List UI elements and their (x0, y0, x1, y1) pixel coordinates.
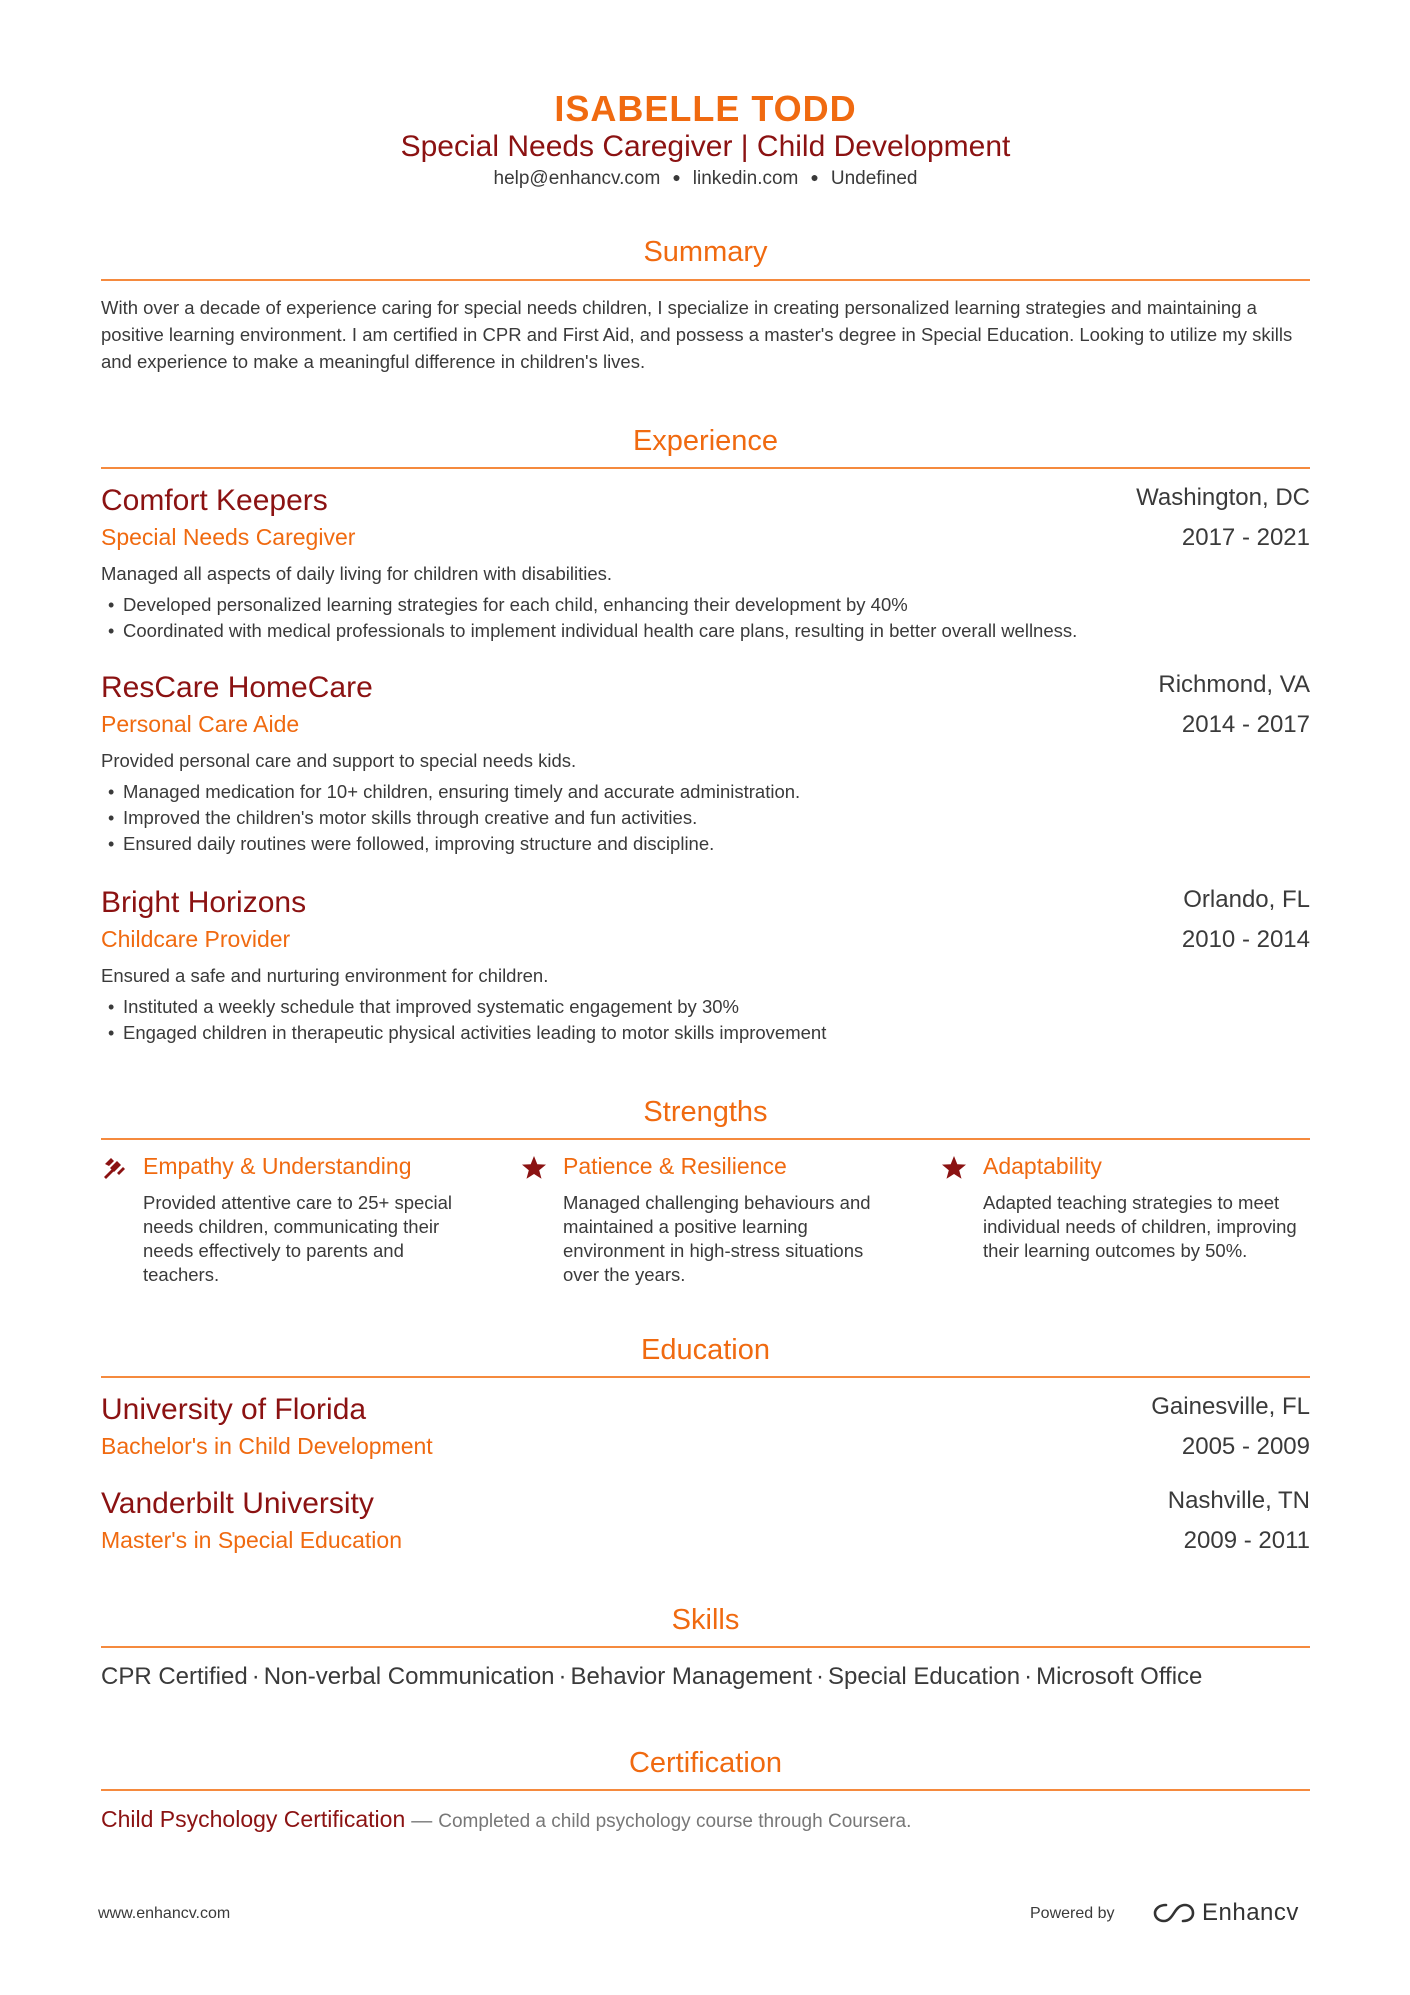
experience-company: ResCare HomeCare (101, 671, 373, 704)
education-dates: 2009 - 2011 (1183, 1527, 1310, 1554)
education-location: Nashville, TN (1167, 1487, 1310, 1514)
skill-item: Special Education (828, 1663, 1021, 1690)
experience-dates: 2017 - 2021 (1181, 524, 1310, 551)
experience-location: Orlando, FL (1183, 886, 1310, 913)
summary-text: With over a decade of experience caring for special needs children, I specialize in creating personalized learning strategies and maintaining a positive learning environment. I am certified in CPR and First Aid, and possess a master's degree in Special Education. Looking to utilize my skills and experience to make a meaningful difference in children's lives. (101, 297, 1293, 372)
strength-title: Empathy & Understanding (143, 1153, 412, 1179)
section-divider (101, 1646, 1310, 1648)
experience-role: Childcare Provider (101, 926, 291, 952)
education-location: Gainesville, FL (1151, 1393, 1310, 1420)
powered-by-label: Powered by (1030, 1905, 1115, 1922)
contact-separator: ● (672, 169, 681, 185)
skill-item: Behavior Management (570, 1663, 812, 1690)
section-divider (101, 1376, 1310, 1378)
experience-bullet: • Engaged children in therapeutic physical activities leading to motor skills improvement (101, 1020, 826, 1046)
experience-bullet: • Instituted a weekly schedule that improved systematic engagement by 30% (101, 994, 826, 1020)
experience-description: Provided personal care and support to special needs kids. (101, 750, 577, 771)
contact-separator: ● (810, 169, 819, 185)
footer-website[interactable]: www.enhancv.com (98, 1905, 231, 1922)
experience-bullet: • Managed medication for 10+ children, ensuring timely and accurate administration. (101, 779, 800, 805)
experience-bullets (101, 994, 826, 1046)
experience-dates: 2014 - 2017 (1181, 711, 1310, 738)
certification-entry (101, 1806, 911, 1833)
experience-company: Comfort Keepers (101, 484, 328, 517)
strength-description: Provided attentive care to 25+ special needs children, communicating their needs effectively to parents and teachers. (143, 1192, 453, 1285)
enhancv-logo-icon (1152, 1900, 1196, 1926)
experience-description: Managed all aspects of daily living for children with disabilities. (101, 563, 613, 584)
experience-dates: 2010 - 2014 (1181, 926, 1310, 953)
section-title-skills: Skills (671, 1604, 740, 1636)
section-divider (101, 467, 1310, 469)
experience-location: Richmond, VA (1158, 671, 1310, 698)
candidate-name: ISABELLE TODD (554, 88, 857, 129)
strength-title: Patience & Resilience (563, 1153, 787, 1179)
section-divider (101, 1789, 1310, 1791)
experience-bullet: • Developed personalized learning strategies for each child, enhancing their development by 40% (101, 592, 1077, 618)
skill-separator: · (251, 1663, 260, 1690)
education-degree: Bachelor's in Child Development (101, 1433, 433, 1459)
contact-line (101, 168, 1310, 190)
section-title-strengths: Strengths (643, 1096, 768, 1128)
candidate-title: Special Needs Caregiver | Child Development (400, 130, 1011, 163)
enhancv-logo-text: Enhancv (1202, 1899, 1299, 1926)
experience-bullet: • Improved the children's motor skills through creative and fun activities. (101, 805, 800, 831)
section-title-summary: Summary (643, 236, 768, 268)
strength-description: Managed challenging behaviours and maintained a positive learning environment in high-stress situations over the years. (563, 1192, 871, 1285)
section-title-education: Education (641, 1334, 770, 1366)
experience-role: Personal Care Aide (101, 711, 300, 737)
education-school: University of Florida (101, 1393, 367, 1426)
contact-linkedin[interactable]: linkedin.com (692, 168, 799, 189)
skill-item: Microsoft Office (1036, 1663, 1203, 1690)
experience-bullet: • Coordinated with medical professionals to implement individual health care plans, resulting in better overall wellness. (101, 618, 1077, 644)
hand-heart-icon (101, 1155, 127, 1181)
strength-description: Adapted teaching strategies to meet individual needs of children, improving their learning outcomes by 50%. (983, 1192, 1297, 1261)
skill-separator: · (816, 1663, 824, 1690)
experience-bullet: • Ensured daily routines were followed, improving structure and discipline. (101, 831, 800, 857)
section-divider (101, 1138, 1310, 1140)
contact-email[interactable]: help@enhancv.com (493, 168, 661, 189)
education-school: Vanderbilt University (101, 1487, 374, 1520)
experience-bullets (101, 592, 1077, 644)
skill-separator: · (1024, 1663, 1033, 1690)
contact-location: Undefined (830, 168, 918, 189)
section-title-certification: Certification (628, 1747, 783, 1779)
education-degree: Master's in Special Education (101, 1527, 402, 1553)
experience-role: Special Needs Caregiver (101, 524, 356, 550)
experience-company: Bright Horizons (101, 886, 307, 919)
skill-separator: · (558, 1663, 567, 1690)
certification-description: Completed a child psychology course through Coursera. (438, 1811, 912, 1832)
section-title-experience: Experience (632, 425, 779, 457)
skill-item: CPR Certified (101, 1663, 248, 1690)
footer-branding[interactable] (1030, 1898, 1310, 1928)
star-icon (521, 1155, 547, 1181)
skills-list (101, 1663, 1202, 1691)
education-dates: 2005 - 2009 (1181, 1433, 1310, 1460)
experience-location: Washington, DC (1136, 484, 1310, 511)
section-divider (101, 279, 1310, 281)
experience-description: Ensured a safe and nurturing environment for children. (101, 965, 549, 986)
star-icon (941, 1155, 967, 1181)
skill-item: Non-verbal Communication (263, 1663, 555, 1690)
certification-dash: — (411, 1809, 433, 1832)
experience-bullets (101, 779, 800, 857)
strength-title: Adaptability (983, 1153, 1102, 1179)
certification-title: Child Psychology Certification (101, 1806, 406, 1832)
